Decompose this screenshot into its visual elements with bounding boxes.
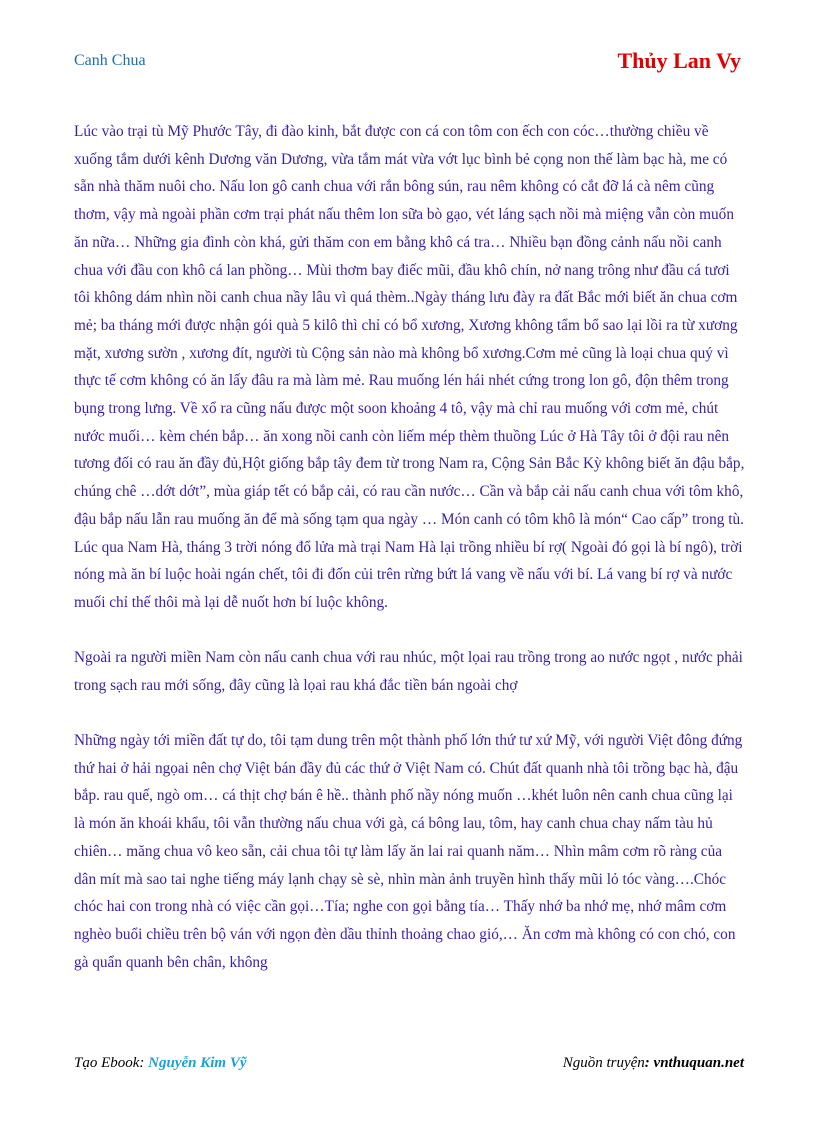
ebook-creator-name: Nguyễn Kim Vỹ xyxy=(148,1055,247,1071)
paragraph-1: Lúc vào trại tù Mỹ Phước Tây, đi đào kinh, bắt được con cá con tôm con ếch con cóc…thường chiều về xuống tắm dưới kênh Dương văn Dương, vừa tắm mát vừa vớt lục bình bẻ cọng non thế làm bạc hà, me có sẵn nhà thăm nuôi cho. Nấu lon gô canh chua với rắn bông sún, rau nêm không có cắt đỡ lá cà nêm cũng thơm, vậy mà ngoài phần cơm trại phát nấu thêm lon sữa bò gạo, vét láng sạch nồi mà miệng vẫn còn muốn ăn nữa… Những gia đình còn khá, gửi thăm con em bằng khô cá tra… Nhiều bạn đồng cảnh nấu nồi canh chua với đầu con khô cá lan phồng… Mùi thơm bay điếc mũi, đầu khô chín, nở nang trông như đầu cá tươi tôi không dám nhìn nồi canh chua nầy lâu vì quá thèm..Ngày tháng lưu đày ra đất Bắc mới biết ăn chua cơm mẻ; ba tháng mới được nhận gói quà 5 kilô thì chỉ có bổ xương, Xương không tẩm bổ sao lại lồi ra từ xương mặt, xương sườn , xương đít, người tù Cộng sản nào mà không bổ xương.Cơm mẻ cũng là loại chua quý vì thực tế cơm không có ăn lấy đâu ra mà làm mẻ. Rau muống lén hái nhét cứng trong lon gô, độn thêm trong bụng trong lưng. Về xổ ra cũng nấu được một soon khoảng 4 tô, vậy mà chỉ rau muống với cơm mẻ, chút nước muối… kèm chén bắp… ăn xong nồi canh còn liếm mép thèm thuồng Lúc ở Hà Tây tôi ở đội rau nên tương đối có rau ăn đầy đủ,Hột giống bắp tây đem từ trong Nam ra, Cộng Sản Bắc Kỳ không biết ăn đậu bắp, chúng chê …dớt dớt”, mùa giáp tết có bắp cải, có rau cần nước… Cần và bắp cải nấu canh chua với tôm khô, đậu bắp nấu lẫn rau muống ăn để mà sống tạm qua ngày … Món canh có tôm khô là món“ Cao cấp” trong tù. Lúc qua Nam Hà, tháng 3 trời nóng đổ lửa mà trại Nam Hà lại trồng nhiều bí rợ( Ngoài đó gọi là bí ngô), trời nóng mà ăn bí luộc hoài ngán chết, tôi đi đốn củi trên rừng bứt lá vang về nấu với bí. Lá vang bí rợ và nước muối chỉ thế thôi mà lại dễ nuốt hơn bí luộc không. xyxy=(74,123,745,611)
footer-ebook-credit xyxy=(74,1055,247,1072)
author-name: Thủy Lan Vy xyxy=(617,48,741,73)
ebook-label: Tạo Ebook xyxy=(74,1055,140,1071)
page-footer xyxy=(74,1055,744,1072)
footer-source-credit xyxy=(563,1055,744,1072)
source-separator: : xyxy=(644,1055,654,1071)
ebook-separator: : xyxy=(139,1055,149,1071)
paragraph-2: Ngoài ra người miền Nam còn nấu canh chua với rau nhúc, một lọai rau trồng trong ao nước ngọt , nước phải trong sạch rau mới sống, đây cũng là lọai rau khá đắc tiền bán ngoài chợ xyxy=(74,649,743,694)
story-body xyxy=(74,118,746,1004)
paragraph-3: Những ngày tới miền đất tự do, tôi tạm dung trên một thành phố lớn thứ tư xứ Mỹ, với người Việt đông đứng thứ hai ở hải ngọai nên chợ Việt bán đầy đủ các thứ ở Việt Nam có. Chút đất quanh nhà tôi trồng bạc hà, đậu bắp. rau quế, ngò om… cá thịt chợ bán ê hề.. thành phố nầy nóng muốn …khét luôn nên canh chua cũng lại là món ăn khoái khẩu, tôi vẫn thường nấu chua với gà, cá bông lau, tôm, hay canh chua chay nấm tàu hủ chiên… măng chua vô keo sẵn, cải chua tôi tự làm lấy ăn lai rai quanh năm… Nhìn mâm cơm rõ ràng của dân mít mà sao tai nghe tiếng máy lạnh chạy sè sè, nhìn màn ảnh truyền hình thấy mũi lỏ tóc vàng….Chóc chóc hai con trong nhà có việc cần gọi…Tía; nghe con gọi bằng tía… Thấy nhớ ba nhớ mẹ, nhớ mâm cơm nghèo buổi chiều trên bộ ván với ngọn đèn dầu thỉnh thoảng chao gió,… Ăn cơm mà không có con chó, con gà quẩn quanh bên chân, không xyxy=(74,732,743,971)
source-site: vnthuquan.net xyxy=(653,1055,744,1071)
source-label: Nguồn truyện xyxy=(562,1055,645,1071)
story-title: Canh Chua xyxy=(74,52,146,69)
